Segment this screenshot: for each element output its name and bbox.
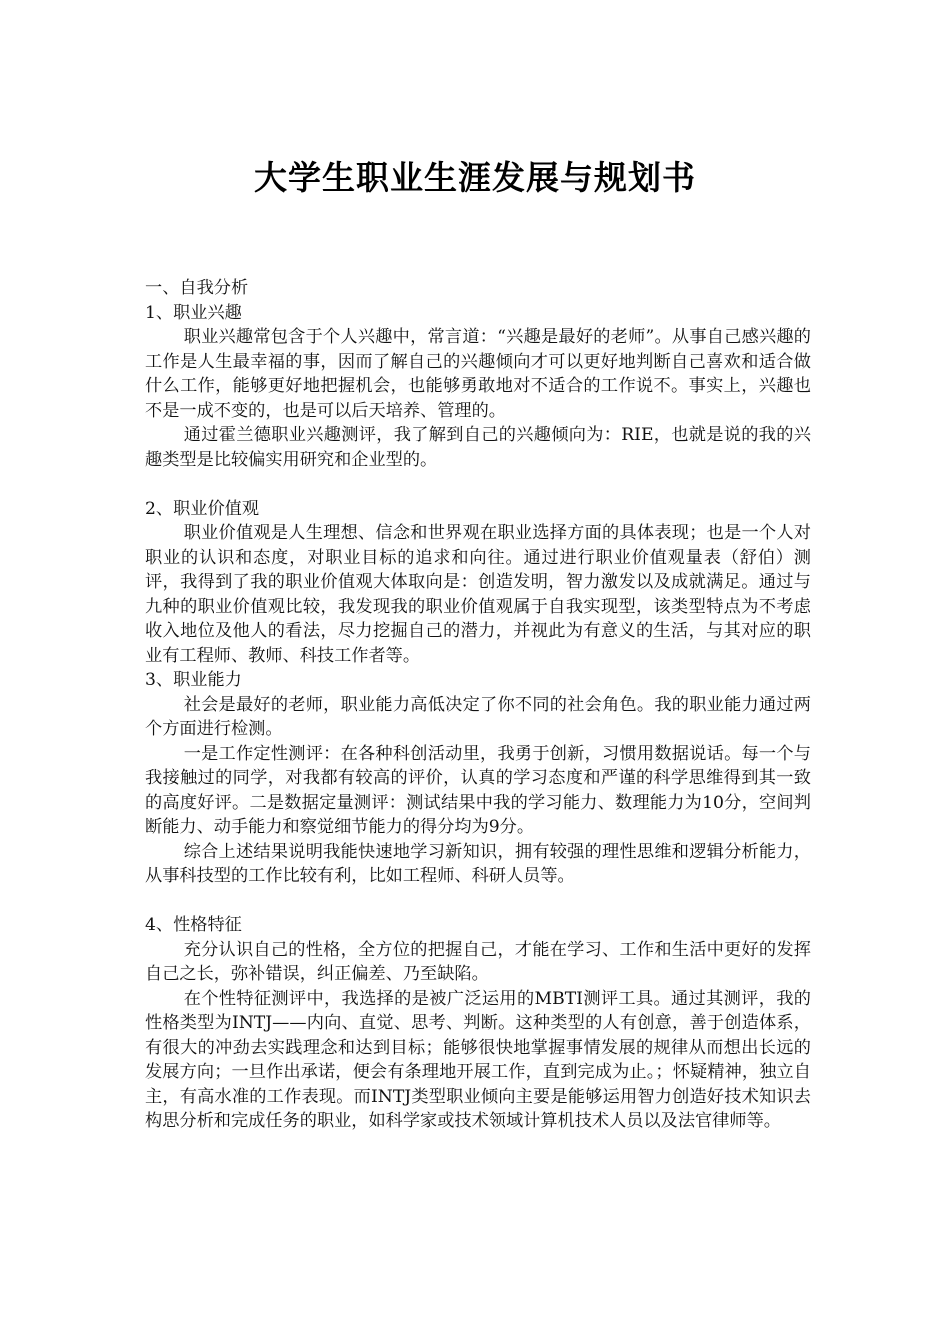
subsection-heading-interest: 1、职业兴趣 bbox=[145, 302, 242, 323]
section-heading: 一、自我分析 bbox=[145, 278, 249, 298]
spacer bbox=[145, 472, 811, 497]
subsection-heading-personality: 4、性格特征 bbox=[145, 915, 242, 935]
paragraph: 一是工作定性测评：在各种科创活动里，我勇于创新，习惯用数据说话。每一个与我接触过的同学，对我都有较高的评价，认真的学习态度和严谨的科学思维得到其一致的高度好评。二是数据定量测评：测试结果中我的学习能力、数理能力为10分，空间判断能力、动手能力和察觉细节能力的得分均为9分。 bbox=[145, 743, 811, 837]
paragraph: 充分认识自己的性格，全方位的把握自己，才能在学习、工作和生活中更好的发挥自己之长，弥补错误，纠正偏差、乃至缺陷。 bbox=[145, 939, 811, 984]
paragraph: 社会是最好的老师，职业能力高低决定了你不同的社会角色。我的职业能力通过两个方面进行检测。 bbox=[145, 694, 811, 739]
paragraph: 综合上述结果说明我能快速地学习新知识，拥有较强的理性思维和逻辑分析能力，从事科技型的工作比较有利，比如工程师、科研人员等。 bbox=[145, 841, 811, 886]
subsection-heading-values: 2、职业价值观 bbox=[145, 498, 260, 519]
paragraph: 职业价值观是人生理想、信念和世界观在职业选择方面的具体表现；也是一个人对职业的认识和态度，对职业目标的追求和向往。通过进行职业价值观量表（舒伯）测评，我得到了我的职业价值观大体取向是：创造发明，智力激发以及成就满足。通过与九种的职业价值观比较，我发现我的职业价值观属于自我实现型，该类型特点为不考虑收入地位及他人的看法，尽力挖掘自己的潜力，并视此为有意义的生活，与其对应的职业有工程师、教师、科技工作者等。 bbox=[145, 523, 811, 666]
paragraph: 在个性特征测评中，我选择的是被广泛运用的MBTI测评工具。通过其测评，我的性格类型为INTJ——内向、直觉、思考、判断。这种类型的人有创意，善于创造体系，有很大的冲劲去实践理念和达到目标；能够很快地掌握事情发展的规律从而想出长远的发展方向；一旦作出承诺，便会有条理地开展工作，直到完成为止。；怀疑精神，独立自主，有高水准的工作表现。而INTJ类型职业倾向主要是能够运用智力创造好技术知识去构思分析和完成任务的职业，如科学家或技术领域计算机技术人员以及法官律师等。 bbox=[145, 988, 811, 1131]
paragraph: 通过霍兰德职业兴趣测评，我了解到自己的兴趣倾向为：RIE，也就是说的我的兴趣类型是比较偏实用研究和企业型的。 bbox=[145, 425, 811, 470]
spacer bbox=[145, 889, 811, 914]
document-body bbox=[145, 276, 811, 1134]
subsection-heading-ability: 3、职业能力 bbox=[145, 670, 242, 690]
paragraph: 职业兴趣常包含于个人兴趣中，常言道：“兴趣是最好的老师”。从事自己感兴趣的工作是人生最幸福的事，因而了解自己的兴趣倾向才可以更好地判断自己喜欢和适合做什么工作，能够更好地把握机会，也能够勇敢地对不适合的工作说不。事实上，兴趣也不是一成不变的，也是可以后天培养、管理的。 bbox=[145, 327, 811, 421]
document-title: 大学生职业生涯发展与规划书 bbox=[254, 158, 696, 197]
